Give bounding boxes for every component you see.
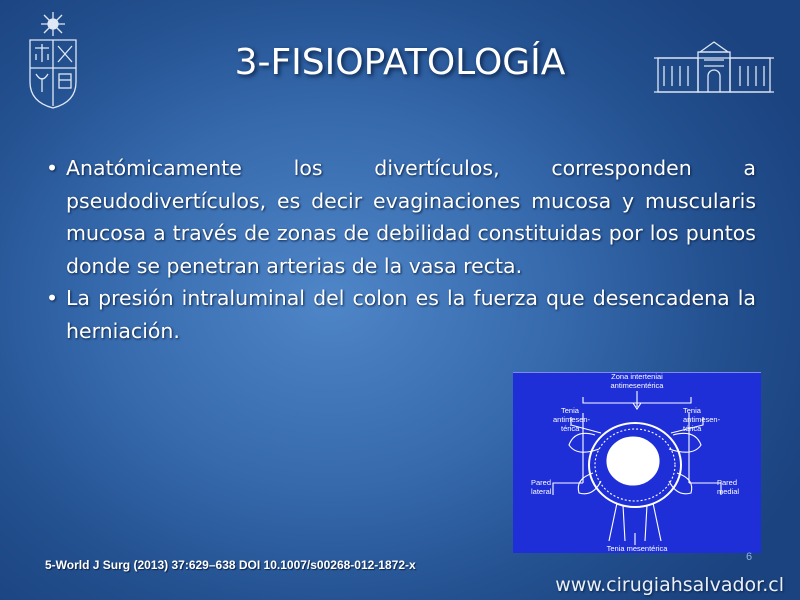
bullet-list (42, 152, 756, 347)
diagram-label-tenia-left-3: térica (561, 424, 580, 433)
bullet-item (42, 152, 756, 282)
bullet-symbol: • (46, 156, 59, 180)
diagram-label-pared-medial-2: medial (717, 487, 740, 496)
diagram-label-tenia-right-1: Tenia (683, 406, 701, 415)
reference-citation: 5-World J Surg (2013) 37:629–638 DOI 10.1007/s00268-012-1872-x (45, 558, 416, 572)
page-number: 6 (746, 551, 753, 563)
diagram-label-pared-lateral-2: lateral (531, 487, 552, 496)
diagram-label-tenia-left-2: antimesen- (553, 415, 591, 424)
diagram-label-top-2: antimesentérica (610, 381, 664, 390)
colon-cross-section-diagram (513, 372, 761, 553)
bullet-symbol: • (46, 286, 59, 310)
website-url: www.cirugiahsalvador.cl (555, 574, 784, 596)
diagram-label-top-1: Zona interteniai (611, 373, 663, 381)
diagram-svg (513, 373, 761, 553)
bullet-text: La presión intraluminal del colon es la fuerza que desencadena la herniación. (66, 286, 756, 343)
diagram-label-tenia-left-1: Tenia (561, 406, 579, 415)
diagram-label-pared-medial-1: Pared (717, 478, 738, 487)
diagram-label-bottom: Tenia mesentérica (606, 544, 668, 553)
diagram-label-tenia-right-3: térica (683, 424, 702, 433)
diagram-label-tenia-right-2: antimesen- (683, 415, 721, 424)
bullet-item (42, 282, 756, 347)
slide-title: 3-FISIOPATOLOGÍA (234, 42, 566, 83)
bullet-text: Anatómicamente los divertículos, corresponden a pseudodivertículos, es decir evaginaciones mucosa y muscularis mucosa a través de zonas de debilidad constituidas por los puntos donde se penetran arterias de la vasa recta. (66, 156, 756, 278)
diagram-label-pared-lateral-1: Pared (531, 478, 552, 487)
